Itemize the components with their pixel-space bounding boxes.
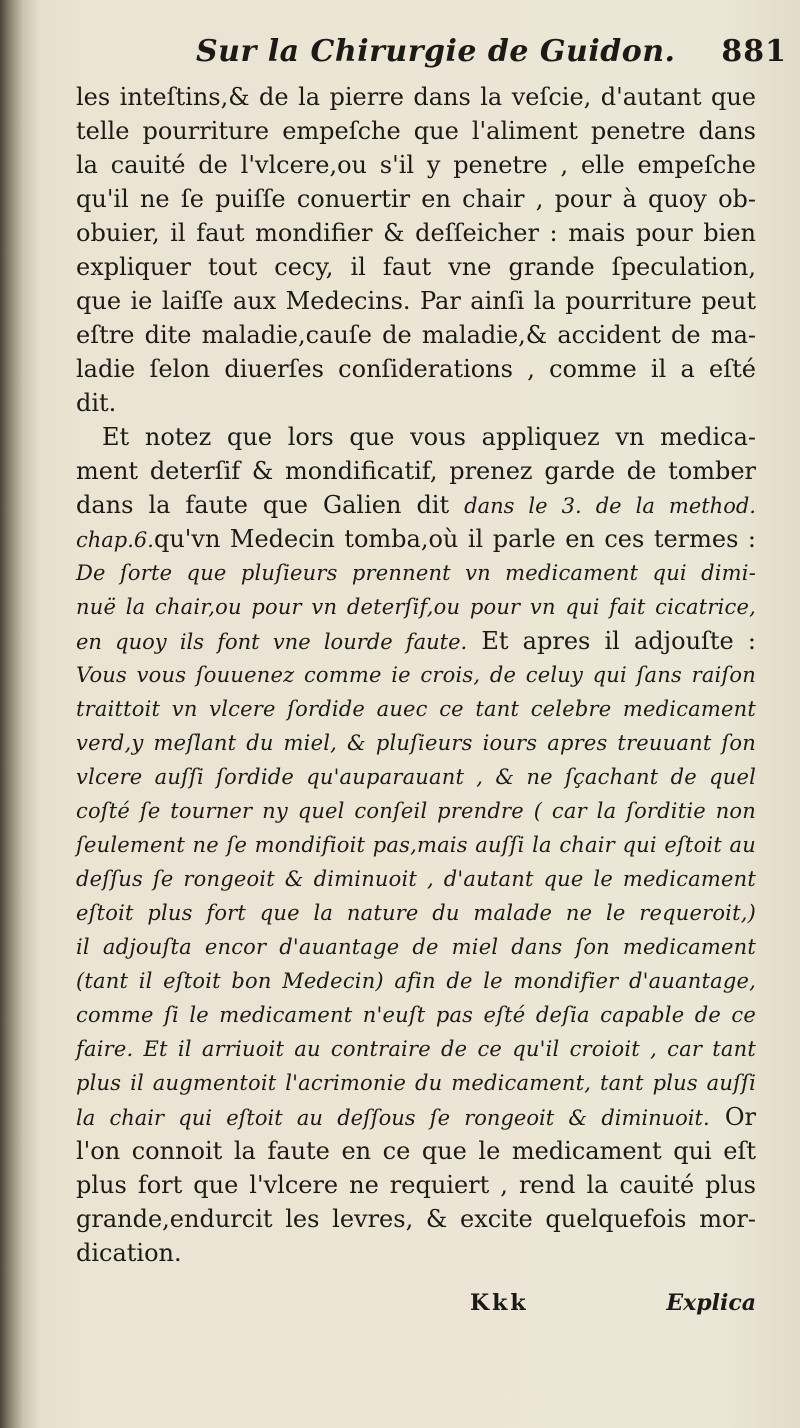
quotation-line: comme ſi le medicament n'euſt pas eſté deſia capable de ce — [76, 1003, 756, 1027]
text-line: les inteſtins,& de la pierre dans la veſcie, d'autant que — [76, 83, 756, 111]
text-line: la cauité de l'vlcere,ou s'il y penetre , elle empeſche — [76, 151, 756, 179]
quotation-line: faire. Et il arriuoit au contraire de ce qu'il croioit , car tant — [76, 1037, 756, 1061]
quotation-line: ſeulement ne ſe mondifioit pas,mais auſſi la chair qui eſtoit au — [76, 833, 756, 857]
citation-text: chap.6. — [76, 528, 154, 552]
body-text — [76, 80, 756, 1270]
page-footer — [462, 1288, 762, 1324]
quotation-line: deſſus ſe rongeoit & diminuoit , d'autant que le medicament — [76, 867, 756, 891]
citation-text: dans le 3. de la method. — [464, 494, 756, 518]
page-number: 881 — [721, 34, 787, 69]
text-line: dit. — [76, 389, 117, 417]
text-line: qu'il ne ſe puiſſe conuertir en chair , pour à quoy ob- — [76, 185, 756, 213]
quotation-line: De ſorte que pluſieurs prennent vn medicament qui dimi- — [76, 561, 756, 585]
text-line: ladie ſelon diuerſes conſiderations , comme il a eſté — [76, 355, 756, 383]
book-binding-gutter — [0, 0, 22, 1428]
paragraph-start-line: Et notez que lors que vous appliquez vn medica- — [102, 423, 756, 451]
text-line: chap.6.qu'vn Medecin tomba,où il parle en ces termes : — [76, 525, 756, 553]
text-line: plus fort que l'vlcere ne requiert , rend la cauité plus — [76, 1171, 756, 1199]
quotation-line: plus il augmentoit l'acrimonie du medicament, tant plus auſſi — [76, 1071, 756, 1095]
text-line: dans la faute que Galien dit dans le 3. de la method. — [76, 491, 756, 519]
text-line: grande,endurcit les levres, & excite quelquefois mor- — [76, 1205, 756, 1233]
text-line: telle pourriture empeſche que l'aliment penetre dans — [76, 117, 756, 145]
text-line: eſtre dite maladie,cauſe de maladie,& accident de ma- — [76, 321, 756, 349]
text-line: que ie laiſſe aux Medecins. Par ainſi la pourriture peut — [76, 287, 756, 315]
text-line: obuier, il faut mondifier & deſſeicher : mais pour bien — [76, 219, 756, 247]
quotation-line: coſté ſe tourner ny quel conſeil prendre ( car la ſorditie non — [76, 799, 756, 823]
text-line: dication. — [76, 1239, 182, 1267]
text-line: l'on connoit la faute en ce que le medicament qui eſt — [76, 1137, 756, 1165]
quotation-line: vlcere auſſi ſordide qu'auparauant , & ne ſçachant de quel — [76, 765, 756, 789]
text-line: expliquer tout cecy, il faut vne grande ſpeculation, — [76, 253, 756, 281]
quotation-line: eſtoit plus fort que la nature du malade ne le requeroit,) — [76, 901, 756, 925]
signature-mark: Kkk — [470, 1290, 529, 1316]
quotation-line: Vous vous ſouuenez comme ie crois, de celuy qui ſans raiſon — [76, 663, 756, 687]
running-title: Sur la Chirurgie de Guidon. — [196, 34, 676, 69]
page-header — [172, 32, 787, 80]
quotation-line: la chair qui eſtoit au deſſous ſe rongeoit & diminuoit. Or — [76, 1103, 756, 1131]
quotation-line: il adjouſta encor d'auantage de miel dans ſon medicament — [76, 935, 756, 959]
book-page — [22, 0, 800, 1428]
quotation-line: en quoy ils font vne lourde faute. Et apres il adjouſte : — [76, 627, 756, 655]
quotation-line: (tant il eſtoit bon Medecin) afin de le mondifier d'auantage, — [76, 969, 756, 993]
catchword: Explica — [666, 1290, 756, 1316]
quotation-line: verd,y meſlant du miel, & pluſieurs iours apres treuuant ſon — [76, 731, 756, 755]
quotation-line: traittoit vn vlcere ſordide auec ce tant celebre medicament — [76, 697, 756, 721]
text-line: ment deterſif & mondificatif, prenez garde de tomber — [76, 457, 756, 485]
quotation-line: nuë la chair,ou pour vn deterſif,ou pour vn qui fait cicatrice, — [76, 595, 756, 619]
